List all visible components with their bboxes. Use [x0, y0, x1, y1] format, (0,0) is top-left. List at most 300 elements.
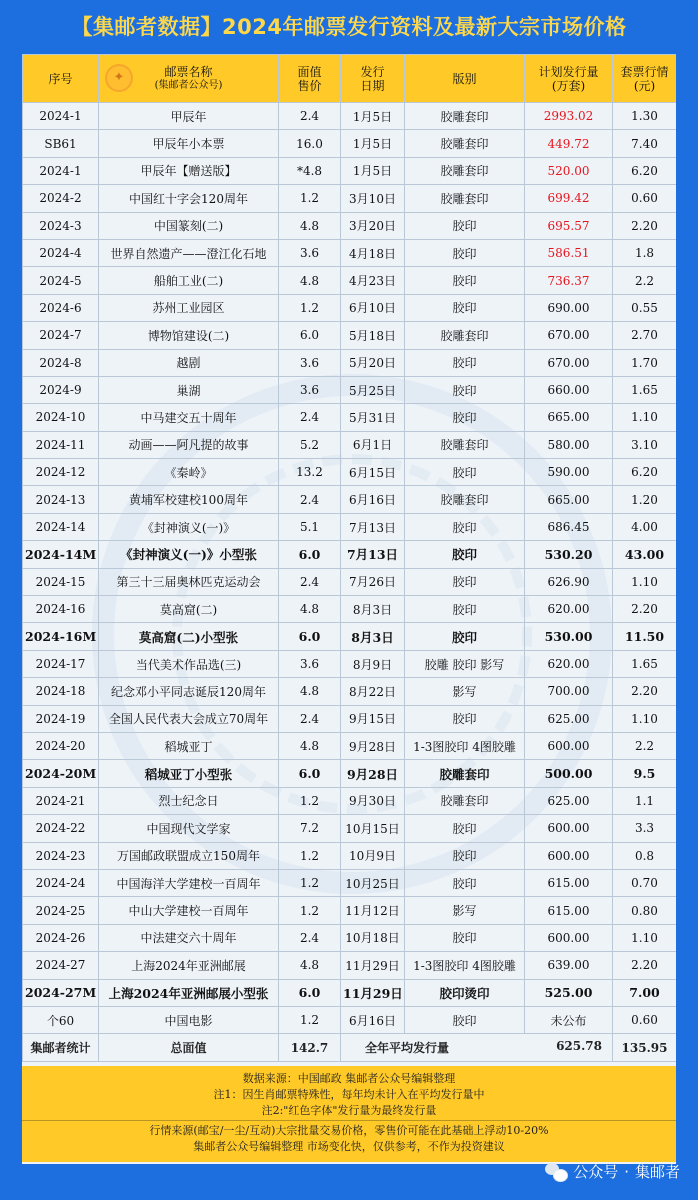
cell-no: 2024-19: [23, 705, 99, 732]
cell-face: 3.6: [279, 376, 341, 403]
cell-date: 8月3日: [341, 596, 405, 623]
cell-face: 6.0: [279, 760, 341, 787]
cell-date: 11月29日: [341, 952, 405, 979]
table-row: [23, 157, 677, 184]
cell-date: 4月23日: [341, 267, 405, 294]
cell-name: 《封神演义(一)》: [99, 513, 279, 540]
cell-price: 1.10: [613, 404, 677, 431]
cell-qty: 530.00: [525, 623, 613, 650]
table-row: [23, 376, 677, 403]
stats-row: [23, 1034, 677, 1062]
cell-face: 2.4: [279, 924, 341, 951]
cell-face: 3.6: [279, 239, 341, 266]
cell-qty: 625.00: [525, 787, 613, 814]
stats-price-total: 135.95: [613, 1034, 677, 1062]
cell-qty: 620.00: [525, 596, 613, 623]
cell-no: 2024-20M: [23, 760, 99, 787]
cell-price: 2.2: [613, 732, 677, 759]
cell-face: 2.4: [279, 486, 341, 513]
stats-avg: [341, 1034, 613, 1062]
table-row: [23, 897, 677, 924]
cell-face: 1.2: [279, 897, 341, 924]
cell-no: 2024-24: [23, 869, 99, 896]
table-row: [23, 705, 677, 732]
cell-qty: 670.00: [525, 349, 613, 376]
table-row: [23, 760, 677, 787]
cell-face: 6.0: [279, 322, 341, 349]
cell-print: 胶印: [405, 239, 525, 266]
cell-qty: 580.00: [525, 431, 613, 458]
cell-price: 2.2: [613, 267, 677, 294]
cell-price: 6.20: [613, 157, 677, 184]
cell-print: 胶雕套印: [405, 130, 525, 157]
cell-date: 8月22日: [341, 678, 405, 705]
table-row: [23, 130, 677, 157]
cell-price: 11.50: [613, 623, 677, 650]
cell-print: 胶印: [405, 294, 525, 321]
cell-print: 胶印: [405, 924, 525, 951]
cell-print: 胶雕套印: [405, 322, 525, 349]
cell-price: 1.10: [613, 705, 677, 732]
cell-price: 1.8: [613, 239, 677, 266]
cell-no: 2024-20: [23, 732, 99, 759]
cell-date: 8月9日: [341, 650, 405, 677]
data-sheet: [22, 54, 676, 1164]
stats-avg-label: 全年平均发行量: [365, 1041, 450, 1056]
cell-date: 10月9日: [341, 842, 405, 869]
cell-face: 7.2: [279, 815, 341, 842]
cell-face: 1.2: [279, 787, 341, 814]
table-row: [23, 459, 677, 486]
cell-print: 胶雕 胶印 影写: [405, 650, 525, 677]
cell-date: 1月5日: [341, 157, 405, 184]
cell-print: 胶印: [405, 842, 525, 869]
cell-date: 6月16日: [341, 486, 405, 513]
cell-date: 9月28日: [341, 760, 405, 787]
cell-date: 10月25日: [341, 869, 405, 896]
cell-name: 中法建交六十周年: [99, 924, 279, 951]
cell-name: 甲辰年【赠送版】: [99, 157, 279, 184]
table-row: [23, 513, 677, 540]
cell-price: 0.55: [613, 294, 677, 321]
brand-platform: 公众号: [573, 1163, 619, 1181]
cell-qty: 665.00: [525, 486, 613, 513]
cell-price: 0.80: [613, 897, 677, 924]
cell-face: 6.0: [279, 541, 341, 568]
cell-qty: 590.00: [525, 459, 613, 486]
cell-no: 2024-3: [23, 212, 99, 239]
cell-print: 胶雕套印: [405, 103, 525, 130]
table-row: [23, 924, 677, 951]
cell-qty: 530.20: [525, 541, 613, 568]
cell-qty: 600.00: [525, 732, 613, 759]
note-1: 注1：因生肖邮票特殊性，每年均未计入在平均发行量中: [213, 1088, 485, 1101]
cell-name: 烈士纪念日: [99, 787, 279, 814]
cell-no: 2024-15: [23, 568, 99, 595]
cell-no: 2024-18: [23, 678, 99, 705]
cell-no: 2024-7: [23, 322, 99, 349]
header-price: 套票行情 (元): [613, 55, 677, 103]
cell-date: 8月3日: [341, 623, 405, 650]
cell-date: 10月15日: [341, 815, 405, 842]
cell-qty: 525.00: [525, 979, 613, 1006]
cell-price: 0.8: [613, 842, 677, 869]
cell-name: 黄埔军校建校100周年: [99, 486, 279, 513]
cell-print: 胶印烫印: [405, 979, 525, 1006]
cell-print: 胶印: [405, 459, 525, 486]
header-qty: 计划发行量 (万套): [525, 55, 613, 103]
cell-price: 1.10: [613, 924, 677, 951]
cell-name: 中国红十字会120周年: [99, 185, 279, 212]
cell-date: 3月20日: [341, 212, 405, 239]
cell-no: 2024-14: [23, 513, 99, 540]
cell-name: 甲辰年小本票: [99, 130, 279, 157]
stats-label: 集邮者统计: [23, 1034, 99, 1062]
cell-name: 全国人民代表大会成立70周年: [99, 705, 279, 732]
cell-name: 第三十三届奥林匹克运动会: [99, 568, 279, 595]
cell-print: 胶印: [405, 815, 525, 842]
cell-no: 2024-1: [23, 157, 99, 184]
cell-name: 稻城亚丁小型张: [99, 760, 279, 787]
cell-print: 胶印: [405, 404, 525, 431]
cell-qty: 695.57: [525, 212, 613, 239]
cell-name: 中马建交五十周年: [99, 404, 279, 431]
table-row: [23, 979, 677, 1006]
cell-no: SB61: [23, 130, 99, 157]
cell-face: 6.0: [279, 623, 341, 650]
cell-qty: 600.00: [525, 815, 613, 842]
cell-no: 2024-1: [23, 103, 99, 130]
cell-print: 胶印: [405, 869, 525, 896]
cell-face: 1.2: [279, 294, 341, 321]
cell-face: 2.4: [279, 705, 341, 732]
cell-price: 9.5: [613, 760, 677, 787]
cell-no: 2024-12: [23, 459, 99, 486]
brand-name: 集邮者: [634, 1163, 680, 1181]
cell-price: 0.60: [613, 1006, 677, 1033]
cell-qty: 2993.02: [525, 103, 613, 130]
cell-price: 2.70: [613, 322, 677, 349]
cell-name: 中国电影: [99, 1006, 279, 1033]
cell-face: 1.2: [279, 869, 341, 896]
cell-qty: 625.00: [525, 705, 613, 732]
cell-name: 博物馆建设(二): [99, 322, 279, 349]
cell-qty: 449.72: [525, 130, 613, 157]
cell-qty: 686.45: [525, 513, 613, 540]
cell-date: 6月15日: [341, 459, 405, 486]
cell-face: 3.6: [279, 349, 341, 376]
cell-no: 2024-17: [23, 650, 99, 677]
cell-print: 1-3图胶印 4图胶雕: [405, 732, 525, 759]
table-row: [23, 787, 677, 814]
cell-name: 万国邮政联盟成立150周年: [99, 842, 279, 869]
cell-print: 胶印: [405, 349, 525, 376]
cell-name: 中国篆刻(二): [99, 212, 279, 239]
cell-no: 2024-16M: [23, 623, 99, 650]
notes-panel: [22, 1066, 676, 1162]
table-row: [23, 349, 677, 376]
table-row: [23, 815, 677, 842]
cell-name: 《秦岭》: [99, 459, 279, 486]
cell-qty: 690.00: [525, 294, 613, 321]
cell-qty: 700.00: [525, 678, 613, 705]
cell-price: 2.20: [613, 212, 677, 239]
cell-face: 4.8: [279, 732, 341, 759]
cell-qty: 600.00: [525, 924, 613, 951]
cell-print: 胶印: [405, 212, 525, 239]
table-row: [23, 212, 677, 239]
cell-name: 莫高窟(二): [99, 596, 279, 623]
cell-date: 6月1日: [341, 431, 405, 458]
cell-price: 0.70: [613, 869, 677, 896]
cell-name: 甲辰年: [99, 103, 279, 130]
cell-print: 胶印: [405, 513, 525, 540]
cell-print: 胶印: [405, 568, 525, 595]
cell-date: 10月18日: [341, 924, 405, 951]
brand-separator: ·: [624, 1162, 629, 1181]
cell-qty: 500.00: [525, 760, 613, 787]
cell-price: 1.65: [613, 650, 677, 677]
cell-date: 11月12日: [341, 897, 405, 924]
cell-face: 6.0: [279, 979, 341, 1006]
cell-price: 3.3: [613, 815, 677, 842]
cell-no: 2024-22: [23, 815, 99, 842]
cell-no: 2024-8: [23, 349, 99, 376]
cell-date: 11月29日: [341, 979, 405, 1006]
table-row: [23, 869, 677, 896]
cell-face: 1.2: [279, 185, 341, 212]
cell-qty: 626.90: [525, 568, 613, 595]
cell-no: 2024-2: [23, 185, 99, 212]
table-row: [23, 404, 677, 431]
cell-name: 中国海洋大学建校一百周年: [99, 869, 279, 896]
cell-name: 稻城亚丁: [99, 732, 279, 759]
header-face: 面值 售价: [279, 55, 341, 103]
cell-no: 2024-5: [23, 267, 99, 294]
cell-name: 越剧: [99, 349, 279, 376]
table-row: [23, 239, 677, 266]
cell-print: 胶印: [405, 596, 525, 623]
cell-print: 胶雕套印: [405, 431, 525, 458]
page-title-text: 【集邮者数据】2024年邮票发行资料及最新大宗市场价格: [71, 15, 627, 39]
header-name: ✦ 邮票名称 (集邮者公众号): [99, 55, 279, 103]
cell-qty: 639.00: [525, 952, 613, 979]
cell-price: 0.60: [613, 185, 677, 212]
cell-name: 苏州工业园区: [99, 294, 279, 321]
cell-print: 1-3图胶印 4图胶雕: [405, 952, 525, 979]
cell-date: 7月13日: [341, 513, 405, 540]
cell-print: 影写: [405, 897, 525, 924]
cell-name: 船舶工业(二): [99, 267, 279, 294]
cell-face: 4.8: [279, 267, 341, 294]
table-row: [23, 1006, 677, 1033]
cell-price: 2.20: [613, 596, 677, 623]
cell-name: 当代美术作品选(三): [99, 650, 279, 677]
cell-qty: 660.00: [525, 376, 613, 403]
table-row: [23, 103, 677, 130]
cell-face: 2.4: [279, 103, 341, 130]
table-row: [23, 678, 677, 705]
cell-price: 1.20: [613, 486, 677, 513]
table-row: [23, 842, 677, 869]
cell-date: 7月13日: [341, 541, 405, 568]
header-print: 版别: [405, 55, 525, 103]
cell-face: 2.4: [279, 404, 341, 431]
cell-print: 胶印: [405, 267, 525, 294]
cell-no: 2024-6: [23, 294, 99, 321]
cell-no: 2024-14M: [23, 541, 99, 568]
cell-price: 1.1: [613, 787, 677, 814]
cell-face: 1.2: [279, 1006, 341, 1033]
table-row: [23, 431, 677, 458]
cell-price: 4.00: [613, 513, 677, 540]
table-row: [23, 541, 677, 568]
cell-qty: 520.00: [525, 157, 613, 184]
cell-price: 1.10: [613, 568, 677, 595]
cell-date: 1月5日: [341, 103, 405, 130]
cell-face: 5.1: [279, 513, 341, 540]
note-2: 注2:"红色字体"发行量为最终发行量: [261, 1104, 437, 1117]
header-date: 发行 日期: [341, 55, 405, 103]
table-body: [23, 103, 677, 1034]
cell-date: 6月10日: [341, 294, 405, 321]
wechat-brand: [545, 1161, 680, 1182]
cell-face: 2.4: [279, 568, 341, 595]
cell-date: 1月5日: [341, 130, 405, 157]
cell-no: 2024-4: [23, 239, 99, 266]
cell-qty: 586.51: [525, 239, 613, 266]
cell-date: 5月18日: [341, 322, 405, 349]
cell-no: 2024-27M: [23, 979, 99, 1006]
cell-date: 5月31日: [341, 404, 405, 431]
cell-no: 2024-21: [23, 787, 99, 814]
table-header-row: [23, 55, 677, 103]
cell-price: 2.20: [613, 952, 677, 979]
cell-name: 中国现代文学家: [99, 815, 279, 842]
cell-print: 胶雕套印: [405, 157, 525, 184]
table-row: [23, 486, 677, 513]
cell-name: 动画——阿凡提的故事: [99, 431, 279, 458]
stamp-table: [22, 54, 676, 1062]
cell-print: 胶雕套印: [405, 185, 525, 212]
cell-face: 4.8: [279, 952, 341, 979]
cell-date: 9月28日: [341, 732, 405, 759]
table-row: [23, 623, 677, 650]
cell-date: 9月30日: [341, 787, 405, 814]
cell-price: 2.20: [613, 678, 677, 705]
table-row: [23, 294, 677, 321]
table-row: [23, 322, 677, 349]
notes-divider: [22, 1120, 676, 1121]
cell-no: 2024-27: [23, 952, 99, 979]
page-title: [0, 0, 698, 52]
table-row: [23, 650, 677, 677]
cell-name: 中山大学建校一百周年: [99, 897, 279, 924]
cell-print: 胶雕套印: [405, 760, 525, 787]
cell-face: 3.6: [279, 650, 341, 677]
cell-print: 影写: [405, 678, 525, 705]
cell-price: 7.00: [613, 979, 677, 1006]
cell-print: 胶印: [405, 705, 525, 732]
cell-qty: 620.00: [525, 650, 613, 677]
cell-face: 16.0: [279, 130, 341, 157]
cell-name: 纪念邓小平同志诞辰120周年: [99, 678, 279, 705]
stats-avg-value: 625.78: [556, 1039, 602, 1054]
cell-name: 上海2024年亚洲邮展小型张: [99, 979, 279, 1006]
cell-no: 2024-11: [23, 431, 99, 458]
cell-date: 4月18日: [341, 239, 405, 266]
cell-name: 巢湖: [99, 376, 279, 403]
cell-no: 2024-23: [23, 842, 99, 869]
cell-no: 2024-25: [23, 897, 99, 924]
cell-name: 世界自然遗产——澄江化石地: [99, 239, 279, 266]
table-row: [23, 596, 677, 623]
cell-print: 胶雕套印: [405, 787, 525, 814]
table-row: [23, 732, 677, 759]
note-source: 数据来源：中国邮政 集邮者公众号编辑整理: [242, 1072, 456, 1085]
cell-date: 6月16日: [341, 1006, 405, 1033]
cell-price: 7.40: [613, 130, 677, 157]
cell-qty: 615.00: [525, 897, 613, 924]
table-row: [23, 267, 677, 294]
cell-print: 胶印: [405, 1006, 525, 1033]
stats-total-label: 总面值: [99, 1034, 279, 1062]
cell-price: 43.00: [613, 541, 677, 568]
cell-price: 3.10: [613, 431, 677, 458]
cell-qty: 670.00: [525, 322, 613, 349]
cell-face: 1.2: [279, 842, 341, 869]
cell-date: 5月20日: [341, 349, 405, 376]
cell-face: 4.8: [279, 212, 341, 239]
cell-face: 13.2: [279, 459, 341, 486]
cell-no: 2024-26: [23, 924, 99, 951]
cell-print: 胶印: [405, 541, 525, 568]
cell-name: 莫高窟(二)小型张: [99, 623, 279, 650]
table-row: [23, 952, 677, 979]
cell-qty: 699.42: [525, 185, 613, 212]
cell-name: 《封神演义(一)》小型张: [99, 541, 279, 568]
cell-qty: 600.00: [525, 842, 613, 869]
stats-total-value: 142.7: [279, 1034, 341, 1062]
cell-no: 2024-9: [23, 376, 99, 403]
cell-price: 1.70: [613, 349, 677, 376]
table-row: [23, 185, 677, 212]
cell-no: 个60: [23, 1006, 99, 1033]
cell-date: 5月25日: [341, 376, 405, 403]
cell-qty: 615.00: [525, 869, 613, 896]
cell-qty: 736.37: [525, 267, 613, 294]
cell-name: 上海2024年亚洲邮展: [99, 952, 279, 979]
cell-price: 1.65: [613, 376, 677, 403]
cell-date: 3月10日: [341, 185, 405, 212]
wechat-icon: [545, 1163, 567, 1181]
table-row: [23, 568, 677, 595]
cell-face: 5.2: [279, 431, 341, 458]
cell-no: 2024-13: [23, 486, 99, 513]
market-note-1: 行情来源(邮宝/一尘/互动)大宗批量交易价格，零售价可能在此基础上浮动10-20%: [149, 1124, 549, 1137]
cell-no: 2024-16: [23, 596, 99, 623]
header-no: 序号: [23, 55, 99, 103]
cell-print: 胶雕套印: [405, 486, 525, 513]
cell-date: 7月26日: [341, 568, 405, 595]
cell-no: 2024-10: [23, 404, 99, 431]
cell-price: 6.20: [613, 459, 677, 486]
cell-print: 胶印: [405, 376, 525, 403]
cell-qty: 665.00: [525, 404, 613, 431]
cell-face: *4.8: [279, 157, 341, 184]
market-note-2: 集邮者公众号编辑整理 市场变化快，仅供参考，不作为投资建议: [193, 1140, 505, 1153]
cell-face: 4.8: [279, 678, 341, 705]
